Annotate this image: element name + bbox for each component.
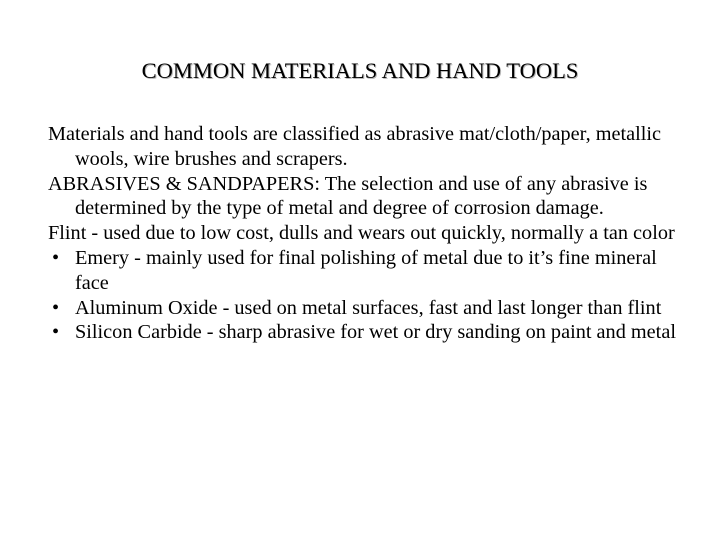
- bullet-text: Emery - mainly used for final polishing of metal due to it’s fine mineral face: [75, 246, 657, 294]
- paragraph-abrasives: ABRASIVES & SANDPAPERS: The selection and use of any abrasive is determined by the type of metal and degree of corrosion damage.: [48, 172, 648, 220]
- bullet-icon: •: [52, 246, 60, 269]
- bullet-text: Silicon Carbide - sharp abrasive for wet or dry sanding on paint and metal: [75, 321, 676, 344]
- bullet-icon: •: [52, 296, 60, 319]
- bullet-item-emery: [48, 246, 688, 296]
- paragraph-materials: Materials and hand tools are classified as abrasive mat/cloth/paper, metallic wools, wire brushes and scrapers.: [48, 123, 662, 170]
- bullet-icon: •: [52, 321, 60, 344]
- bullet-item-silicon-carbide: [48, 320, 688, 345]
- paragraph-flint: Flint - used due to low cost, dulls and wears out quickly, normally a tan color: [48, 222, 675, 245]
- slide-body: [48, 122, 688, 345]
- slide-title: COMMON MATERIALS AND HAND TOOLS: [141, 58, 579, 83]
- bullet-item-aluminum-oxide: [48, 296, 688, 321]
- bullet-text: Aluminum Oxide - used on metal surfaces, fast and last longer than flint: [75, 296, 662, 319]
